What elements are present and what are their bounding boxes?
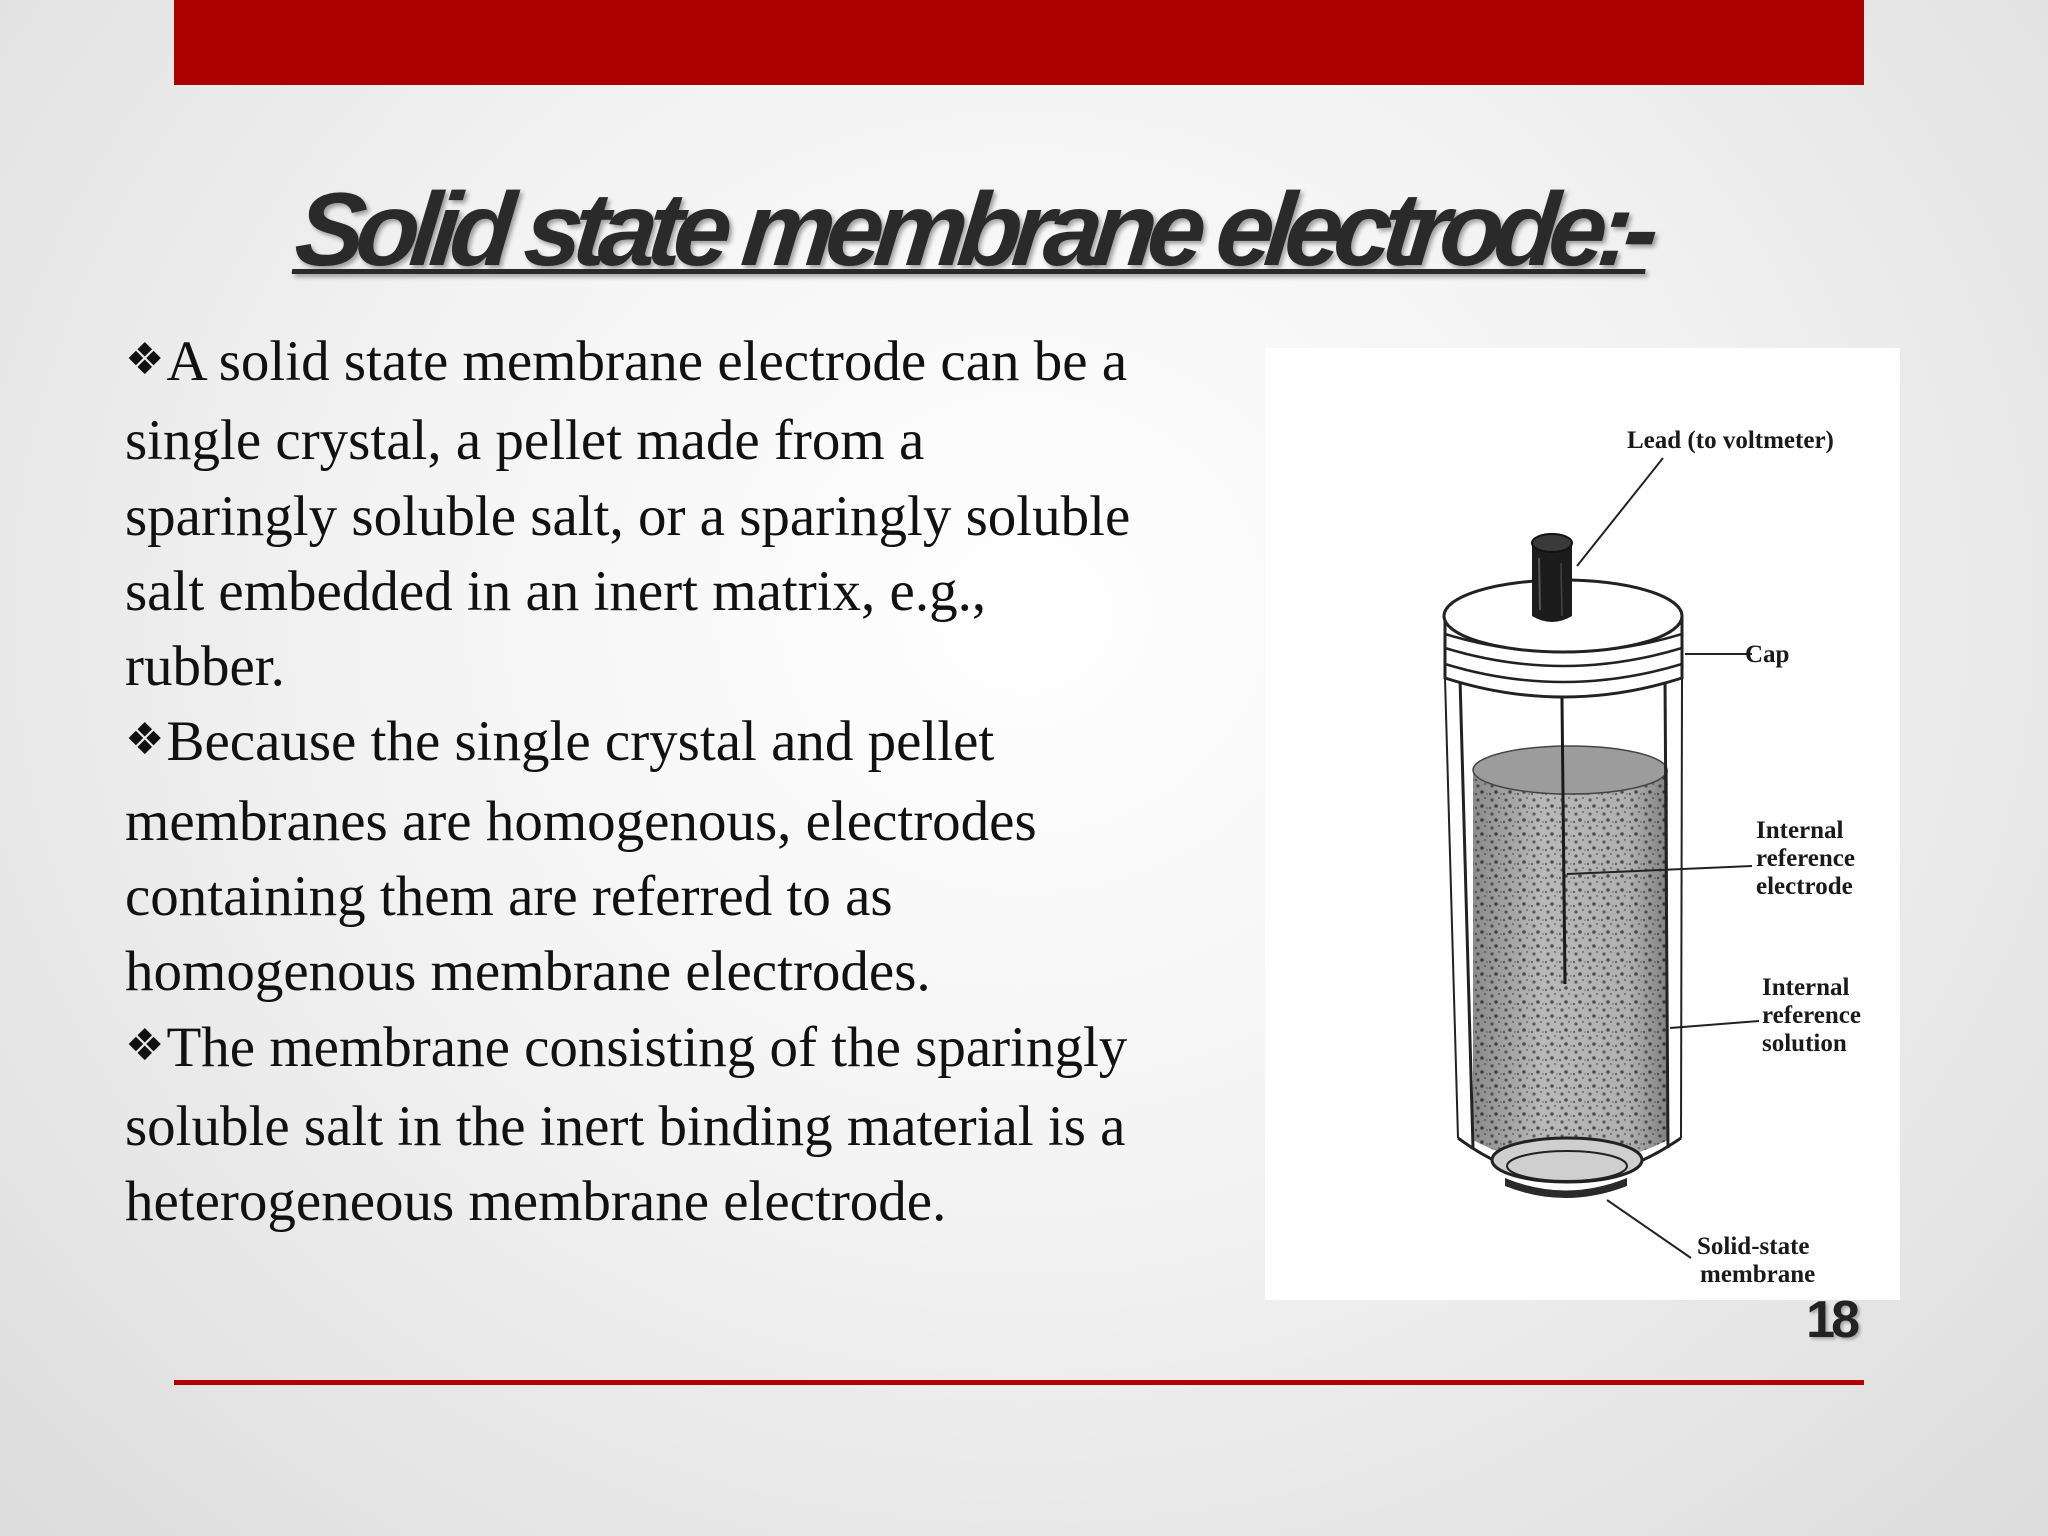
tube-left-wall (1460, 678, 1473, 1148)
bullet-text-1: A solid state membrane electrode can be a single crystal, a pellet made from a sparingly soluble salt, or a sparingly soluble salt embedded in an inert matrix, e.g., rubber. (125, 330, 1131, 699)
electrode-diagram-svg (1265, 348, 1900, 1300)
solution-label-line-2: reference (1762, 1002, 1861, 1029)
solution-label-line-3: solution (1762, 1030, 1847, 1057)
four-diamond-bullet-icon: ❖ (125, 334, 165, 385)
four-diamond-bullet-icon: ❖ (125, 1019, 165, 1071)
slide-title: Solid state membrane electrode:- (290, 172, 1656, 288)
solution-surface (1473, 746, 1667, 794)
membrane-leader-line (1607, 1200, 1691, 1258)
membrane-label-line-1: Solid-state (1697, 1233, 1810, 1260)
solution-label-line-1: Internal (1762, 974, 1850, 1001)
top-accent-bar (174, 0, 1864, 85)
electrode-label-line-3: electrode (1756, 873, 1853, 900)
electrode-diagram (1265, 348, 1900, 1300)
cap-label: Cap (1745, 641, 1790, 668)
electrode-label-line-1: Internal (1756, 817, 1844, 844)
lead-connector (1532, 534, 1572, 622)
solution-leader-line (1670, 1021, 1759, 1028)
bullet-text-3: The membrane consisting of the sparingly soluble salt in the inert binding material is a heterogeneous membrane electrode. (125, 1015, 1128, 1234)
membrane-label-line-2: membrane (1700, 1261, 1816, 1288)
bullet-paragraph-2 (125, 704, 1135, 1009)
four-diamond-bullet-icon: ❖ (125, 714, 165, 766)
bullet-text-2: Because the single crystal and pellet membranes are homogenous, electrodes containing them are referred to as homogenous membrane electrodes. (125, 710, 1037, 1004)
bottom-accent-rule (174, 1380, 1864, 1385)
bullet-paragraph-1 (125, 324, 1135, 704)
page-number: 18 (1806, 1291, 1856, 1349)
lead-label: Lead (to voltmeter) (1627, 427, 1834, 454)
solid-state-membrane-disc (1492, 1138, 1642, 1182)
body-text (125, 324, 1135, 1240)
bullet-paragraph-3 (125, 1010, 1135, 1240)
electrode-label-line-2: reference (1756, 845, 1855, 872)
lead-leader-line (1577, 458, 1663, 566)
